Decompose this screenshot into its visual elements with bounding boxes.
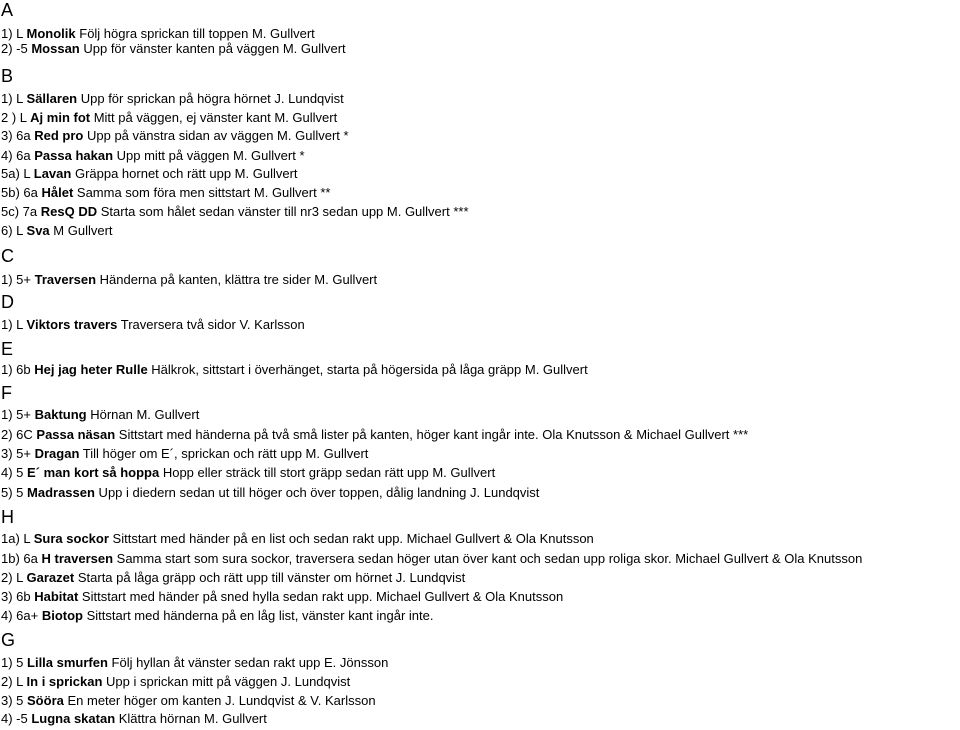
- route-name: ResQ DD: [40, 204, 98, 219]
- section-heading-h: H: [1, 507, 14, 527]
- route-description: Samma start som sura sockor, traversera sedan höger utan över kant och sedan upp roliga skor. Michael Gullvert & Ola Knutsson: [113, 551, 863, 566]
- route-name: Lilla smurfen: [27, 655, 108, 670]
- route-name: Dragan: [34, 446, 80, 461]
- route-prefix: 2) -5: [1, 41, 32, 56]
- route-b-2: [1, 110, 337, 126]
- route-description: Följ högra sprickan till toppen M. Gullvert: [75, 26, 315, 41]
- route-prefix: 1) 6b: [1, 362, 35, 377]
- route-description: Hälkrok, sittstart i överhänget, starta på högersida på låga gräpp M. Gullvert: [147, 362, 588, 377]
- route-name: Sva: [26, 223, 50, 238]
- route-name: Traversen: [34, 272, 97, 287]
- route-description: Upp i diedern sedan ut till höger och över toppen, dålig landning J. Lundqvist: [94, 485, 540, 500]
- route-prefix: 1) L: [1, 317, 27, 332]
- route-description: Händerna på kanten, klättra tre sider M. Gullvert: [96, 272, 378, 287]
- route-f-5: [1, 485, 539, 501]
- route-prefix: 1b) 6a: [1, 551, 42, 566]
- route-prefix: 3) 6b: [1, 589, 35, 604]
- route-name: Sura sockor: [33, 531, 109, 546]
- route-h-2: [1, 570, 465, 586]
- route-description: Starta på låga gräpp och rätt upp till vänster om hörnet J. Lundqvist: [74, 570, 466, 585]
- route-prefix: 4) 5: [1, 465, 28, 480]
- route-d-1: [1, 317, 305, 333]
- route-name: In i sprickan: [26, 674, 103, 689]
- route-prefix: 1a) L: [1, 531, 34, 546]
- route-f-1: [1, 407, 199, 423]
- route-h-4: [1, 608, 433, 624]
- route-prefix: 2) L: [1, 674, 27, 689]
- section-heading-a: A: [1, 0, 14, 20]
- route-c-1: [1, 272, 377, 288]
- route-prefix: 3) 5: [1, 693, 28, 708]
- route-name: Lugna skatan: [31, 711, 116, 726]
- route-prefix: 1) 5+: [1, 272, 35, 287]
- route-description: Upp för sprickan på högra hörnet J. Lundqvist: [77, 91, 344, 106]
- route-prefix: 4) 6a: [1, 148, 35, 163]
- route-g-3: [1, 693, 376, 709]
- route-name: Biotop: [41, 608, 83, 623]
- route-description: Samma som föra men sittstart M. Gullvert **: [73, 185, 331, 200]
- route-prefix: 1) 5: [1, 655, 28, 670]
- route-a-2: [1, 41, 346, 57]
- route-name: Garazet: [26, 570, 75, 585]
- route-prefix: 1) L: [1, 91, 27, 106]
- route-name: Red pro: [34, 128, 84, 143]
- route-prefix: 3) 6a: [1, 128, 35, 143]
- route-name: Lavan: [33, 166, 72, 181]
- section-heading-f: F: [1, 383, 12, 403]
- route-h-1a: [1, 531, 594, 547]
- route-prefix: 2) 6C: [1, 427, 37, 442]
- route-f-4: [1, 465, 495, 481]
- route-name: Baktung: [34, 407, 87, 422]
- route-b-5a: [1, 166, 298, 182]
- route-description: Hopp eller sträck till stort gräpp sedan rätt upp M. Gullvert: [159, 465, 496, 480]
- route-description: En meter höger om kanten J. Lundqvist & V. Karlsson: [63, 693, 376, 708]
- route-name: Hålet: [41, 185, 74, 200]
- section-heading-g: G: [1, 630, 16, 650]
- section-heading-e: E: [1, 339, 14, 359]
- route-prefix: 5b) 6a: [1, 185, 42, 200]
- route-f-3: [1, 446, 368, 462]
- route-prefix: 2) L: [1, 570, 27, 585]
- route-description: Sittstart med händer på en list och sedan rakt upp. Michael Gullvert & Ola Knutsson: [108, 531, 594, 546]
- route-description: Upp för vänster kanten på väggen M. Gullvert: [79, 41, 346, 56]
- route-prefix: 6) L: [1, 223, 27, 238]
- route-prefix: 4) 6a+: [1, 608, 42, 623]
- section-heading-d: D: [1, 292, 14, 312]
- route-prefix: 3) 5+: [1, 446, 35, 461]
- route-description: Sittstart med händerna på en låg list, vänster kant ingår inte.: [83, 608, 434, 623]
- route-name: Aj min fot: [30, 110, 91, 125]
- route-prefix: 4) -5: [1, 711, 32, 726]
- route-name: Monolik: [26, 26, 76, 41]
- route-h-3: [1, 589, 563, 605]
- route-description: Sittstart med händer på sned hylla sedan rakt upp. Michael Gullvert & Ola Knutsson: [78, 589, 564, 604]
- route-f-2: [1, 427, 748, 443]
- route-name: Habitat: [34, 589, 79, 604]
- route-b-1: [1, 91, 344, 107]
- route-g-4: [1, 711, 267, 727]
- route-b-6: [1, 223, 113, 239]
- route-description: Följ hyllan åt vänster sedan rakt upp E. Jönsson: [107, 655, 389, 670]
- route-description: M Gullvert: [49, 223, 113, 238]
- route-prefix: 5a) L: [1, 166, 34, 181]
- route-description: Upp i sprickan mitt på väggen J. Lundqvist: [102, 674, 351, 689]
- route-prefix: 5c) 7a: [1, 204, 41, 219]
- route-name: Madrassen: [27, 485, 95, 500]
- route-b-5b: [1, 185, 330, 201]
- route-name: Passa näsan: [36, 427, 116, 442]
- route-prefix: 5) 5: [1, 485, 28, 500]
- route-a-1: [1, 26, 315, 42]
- route-name: Viktors travers: [26, 317, 118, 332]
- route-description: Mitt på väggen, ej vänster kant M. Gullvert: [90, 110, 338, 125]
- route-b-5c: [1, 204, 469, 220]
- route-description: Till höger om E´, sprickan och rätt upp M. Gullvert: [79, 446, 369, 461]
- route-h-1b: [1, 551, 862, 567]
- route-description: Traversera två sidor V. Karlsson: [117, 317, 305, 332]
- route-b-4: [1, 148, 305, 164]
- route-name: E´ man kort så hoppa: [27, 465, 160, 480]
- section-heading-c: C: [1, 246, 14, 266]
- route-name: Hej jag heter Rulle: [34, 362, 148, 377]
- route-b-3: [1, 128, 349, 144]
- route-name: Sööra: [27, 693, 64, 708]
- route-name: Sällaren: [26, 91, 78, 106]
- route-description: Klättra hörnan M. Gullvert: [115, 711, 267, 726]
- route-description: Gräppa hornet och rätt upp M. Gullvert: [71, 166, 298, 181]
- route-prefix: 1) L: [1, 26, 27, 41]
- route-prefix: 1) 5+: [1, 407, 35, 422]
- section-heading-b: B: [1, 66, 14, 86]
- route-name: Passa hakan: [34, 148, 114, 163]
- route-prefix: 2 ) L: [1, 110, 31, 125]
- route-description: Sittstart med händerna på två små lister på kanten, höger kant ingår inte. Ola Knutsson & Michael Gullvert ***: [115, 427, 749, 442]
- route-name: H traversen: [41, 551, 114, 566]
- route-description: Upp mitt på väggen M. Gullvert *: [113, 148, 305, 163]
- route-g-1: [1, 655, 388, 671]
- route-description: Hörnan M. Gullvert: [86, 407, 200, 422]
- route-description: Starta som hålet sedan vänster till nr3 sedan upp M. Gullvert ***: [97, 204, 469, 219]
- route-e-1: [1, 362, 588, 378]
- route-g-2: [1, 674, 350, 690]
- route-name: Mossan: [31, 41, 80, 56]
- route-description: Upp på vänstra sidan av väggen M. Gullvert *: [83, 128, 349, 143]
